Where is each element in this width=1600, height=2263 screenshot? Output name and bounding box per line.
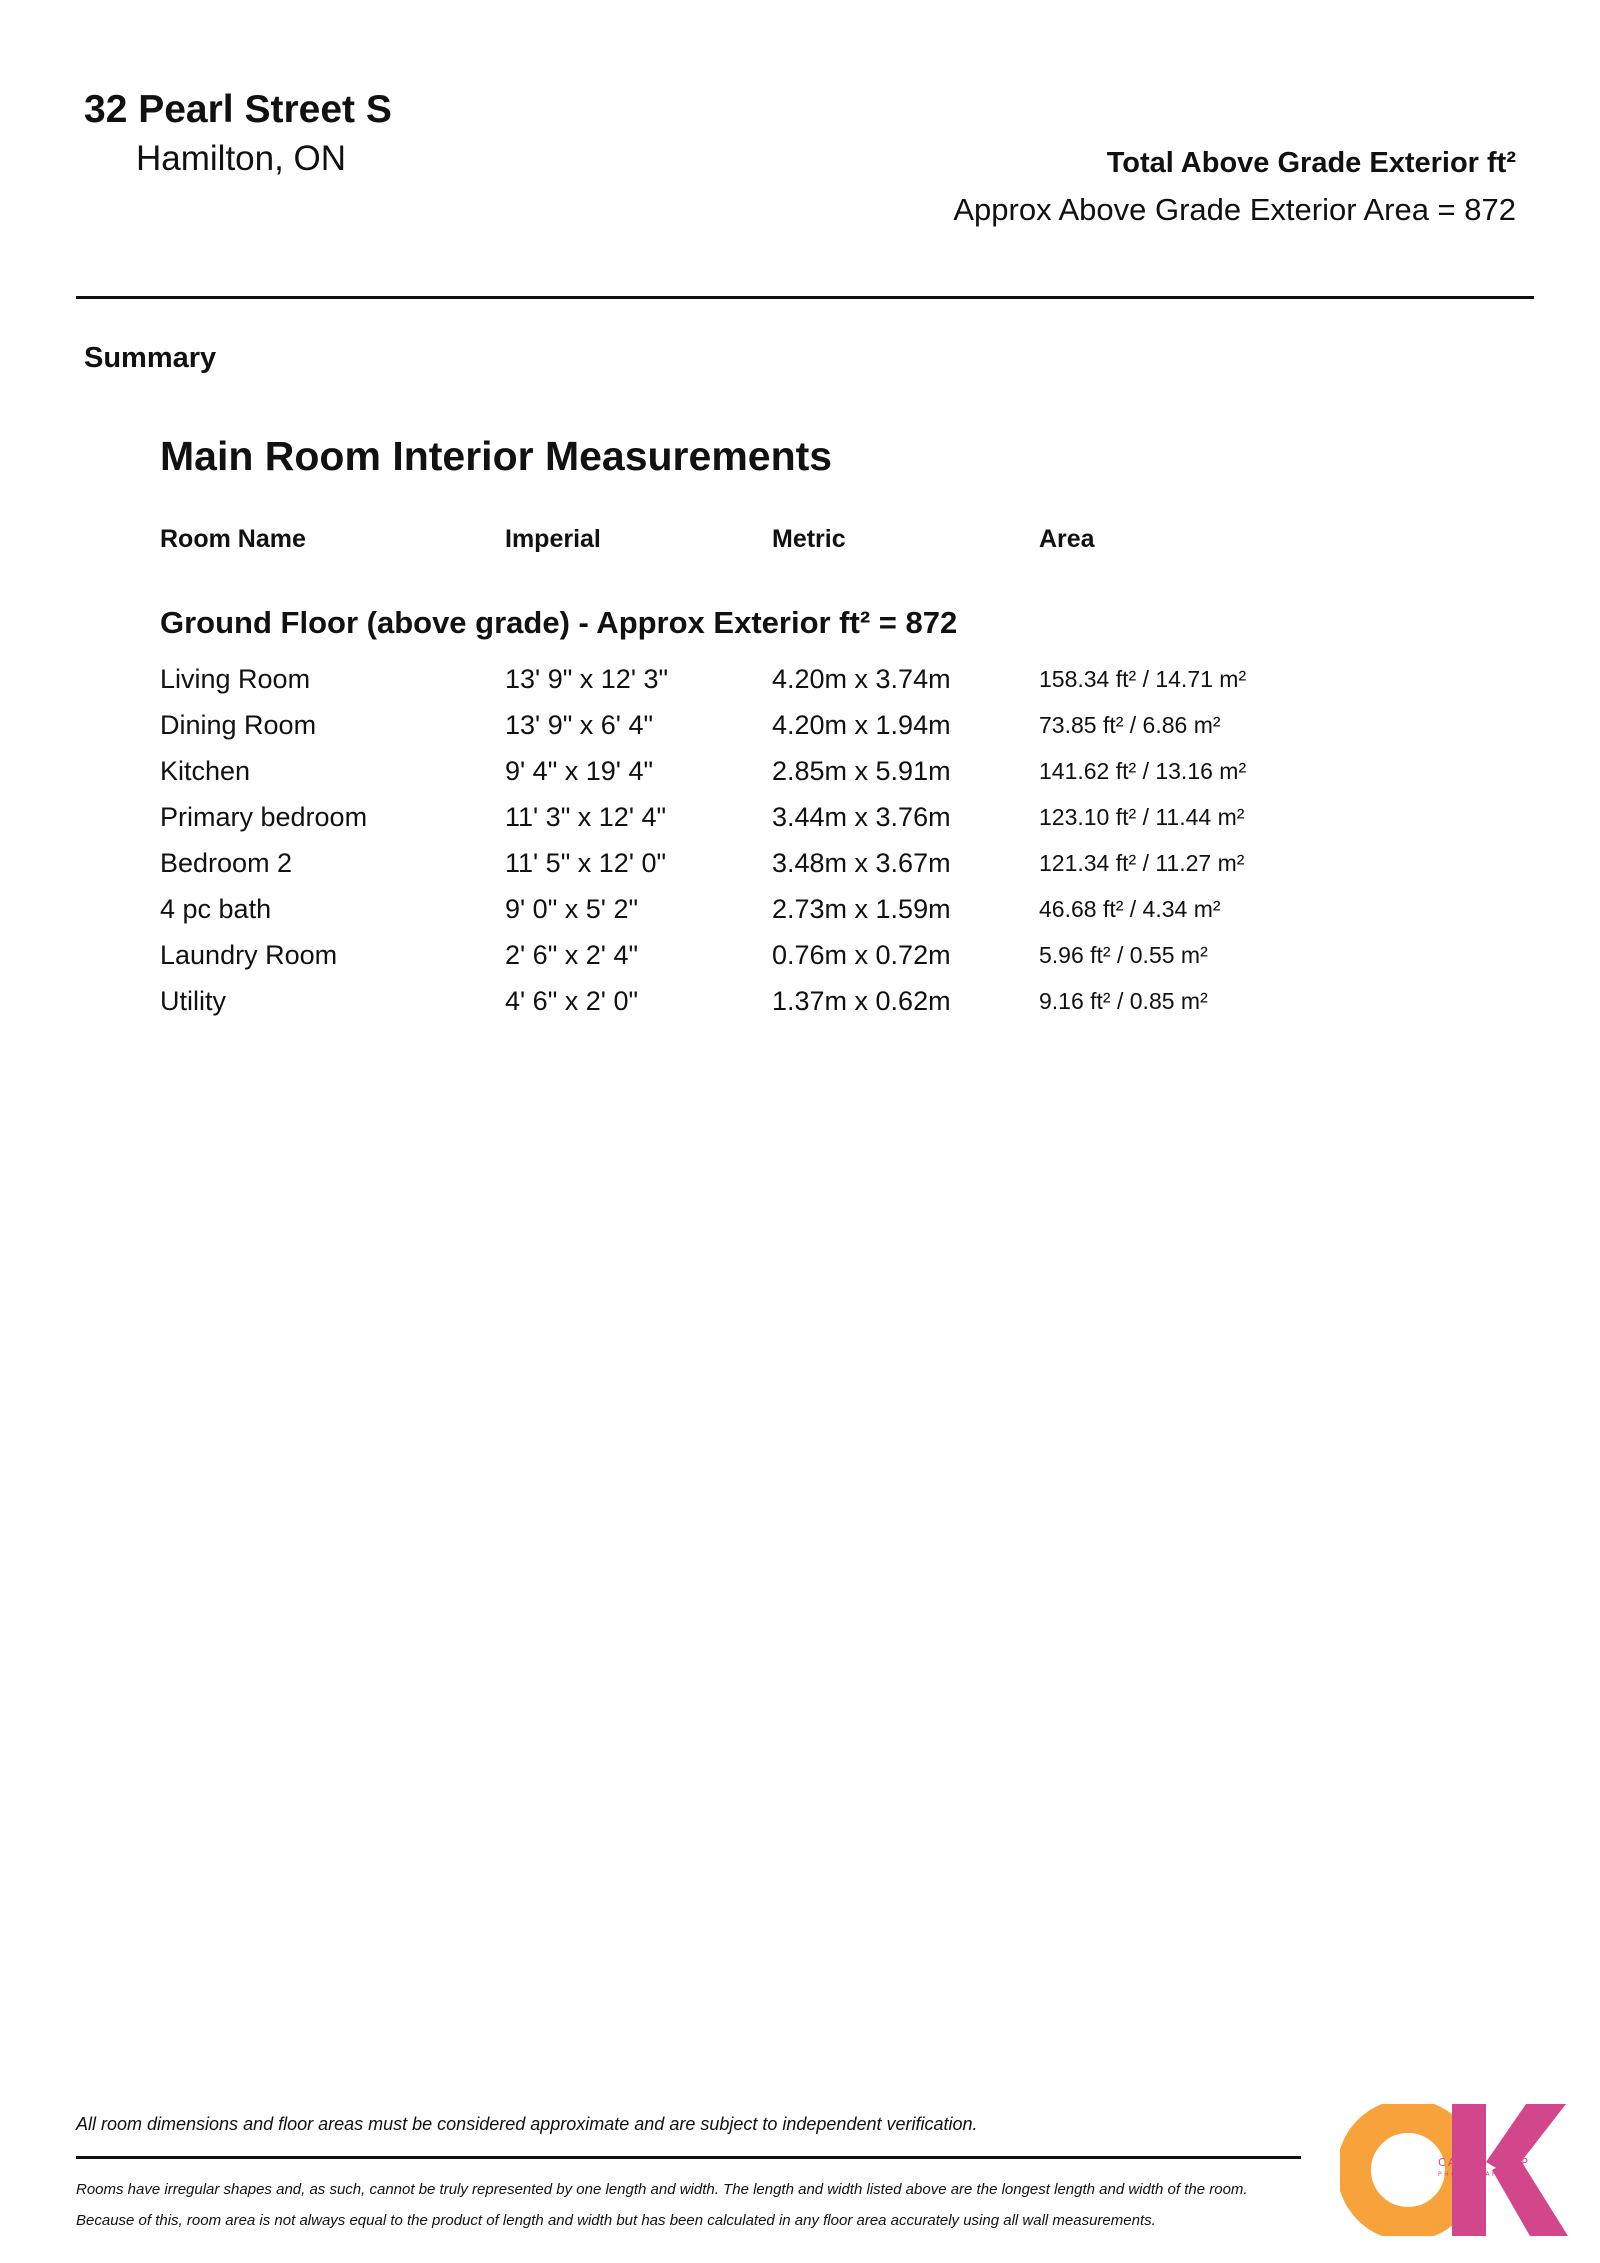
footer-divider [76, 2156, 1301, 2159]
header-divider [76, 296, 1534, 299]
room-metric: 0.76m x 0.72m [772, 940, 951, 970]
room-name: Kitchen [160, 756, 251, 786]
room-imperial: 13' 9" x 12' 3" [505, 664, 669, 694]
logo-brand-name: CATHY KOOP [1438, 2156, 1531, 2169]
table-row [160, 886, 1340, 932]
room-imperial: 9' 0" x 5' 2" [505, 894, 639, 924]
property-street: 32 Pearl Street S [84, 88, 392, 131]
room-area: 5.96 ft² / 0.55 m² [1039, 942, 1208, 968]
property-address [84, 84, 392, 182]
room-imperial: 2' 6" x 2' 4" [505, 940, 639, 970]
column-header-imperial: Imperial [505, 525, 601, 553]
table-row [160, 748, 1340, 794]
table-row [160, 794, 1340, 840]
footer-note-line-1: Rooms have irregular shapes and, as such, cannot be truly represented by one length and width. The length and width listed above are the longest length and width of the room. [76, 2181, 1248, 2198]
room-metric: 4.20m x 1.94m [772, 710, 951, 740]
room-imperial: 11' 5" x 12' 0" [505, 848, 667, 878]
table-header-row [160, 516, 1340, 562]
column-header-area: Area [1039, 525, 1095, 553]
room-metric: 3.44m x 3.76m [772, 802, 951, 832]
room-name: Living Room [160, 664, 311, 694]
floor-title: Ground Floor (above grade) - Approx Exterior ft² = 872 [160, 605, 958, 640]
room-name: Utility [160, 986, 226, 1016]
room-metric: 2.85m x 5.91m [772, 756, 951, 786]
room-name: 4 pc bath [160, 894, 272, 924]
room-area: 121.34 ft² / 11.27 m² [1039, 850, 1245, 876]
room-metric: 4.20m x 3.74m [772, 664, 951, 694]
room-area: 73.85 ft² / 6.86 m² [1039, 712, 1221, 738]
footer-note [76, 2174, 1316, 2236]
room-area: 123.10 ft² / 11.44 m² [1039, 804, 1245, 830]
table-row [160, 702, 1340, 748]
table-row [160, 656, 1340, 702]
logo-brand-subtitle: PHOTOGRAPHY [1438, 2171, 1512, 2178]
footer-note-line-2: Because of this, room area is not always equal to the product of length and width but has been calculated in any floor area accurately using all wall measurements. [76, 2212, 1156, 2229]
column-header-room-name: Room Name [160, 525, 306, 553]
section-title: Main Room Interior Measurements [160, 433, 833, 479]
logo-o-letter [1354, 2116, 1462, 2224]
room-metric: 2.73m x 1.59m [772, 894, 951, 924]
room-name: Laundry Room [160, 940, 338, 970]
total-area-value: Approx Above Grade Exterior Area = 872 [953, 192, 1516, 227]
table-row [160, 840, 1340, 886]
total-area-block [953, 142, 1516, 232]
room-imperial: 11' 3" x 12' 4" [505, 802, 667, 832]
room-area: 46.68 ft² / 4.34 m² [1039, 896, 1221, 922]
logo-k-letter [1452, 2104, 1568, 2236]
room-imperial: 4' 6" x 2' 0" [505, 986, 639, 1016]
room-imperial: 9' 4" x 19' 4" [505, 756, 654, 786]
room-imperial: 13' 9" x 6' 4" [505, 710, 654, 740]
column-header-metric: Metric [772, 525, 846, 553]
room-name: Primary bedroom [160, 802, 368, 832]
room-area: 141.62 ft² / 13.16 m² [1039, 758, 1247, 784]
room-area: 158.34 ft² / 14.71 m² [1039, 666, 1247, 692]
footer-disclaimer: All room dimensions and floor areas must be considered approximate and are subject to independent verification. [76, 2114, 978, 2134]
room-name: Dining Room [160, 710, 317, 740]
room-metric: 3.48m x 3.67m [772, 848, 951, 878]
measurements-table [160, 516, 1340, 1024]
room-area: 9.16 ft² / 0.85 m² [1039, 988, 1208, 1014]
total-area-title: Total Above Grade Exterior ft² [1106, 147, 1516, 179]
property-city: Hamilton, ON [136, 139, 347, 178]
summary-heading: Summary [84, 342, 217, 374]
table-row [160, 978, 1340, 1024]
room-name: Bedroom 2 [160, 848, 293, 878]
room-metric: 1.37m x 0.62m [772, 986, 951, 1016]
table-row [160, 932, 1340, 978]
cathy-koop-logo [1340, 2104, 1570, 2236]
